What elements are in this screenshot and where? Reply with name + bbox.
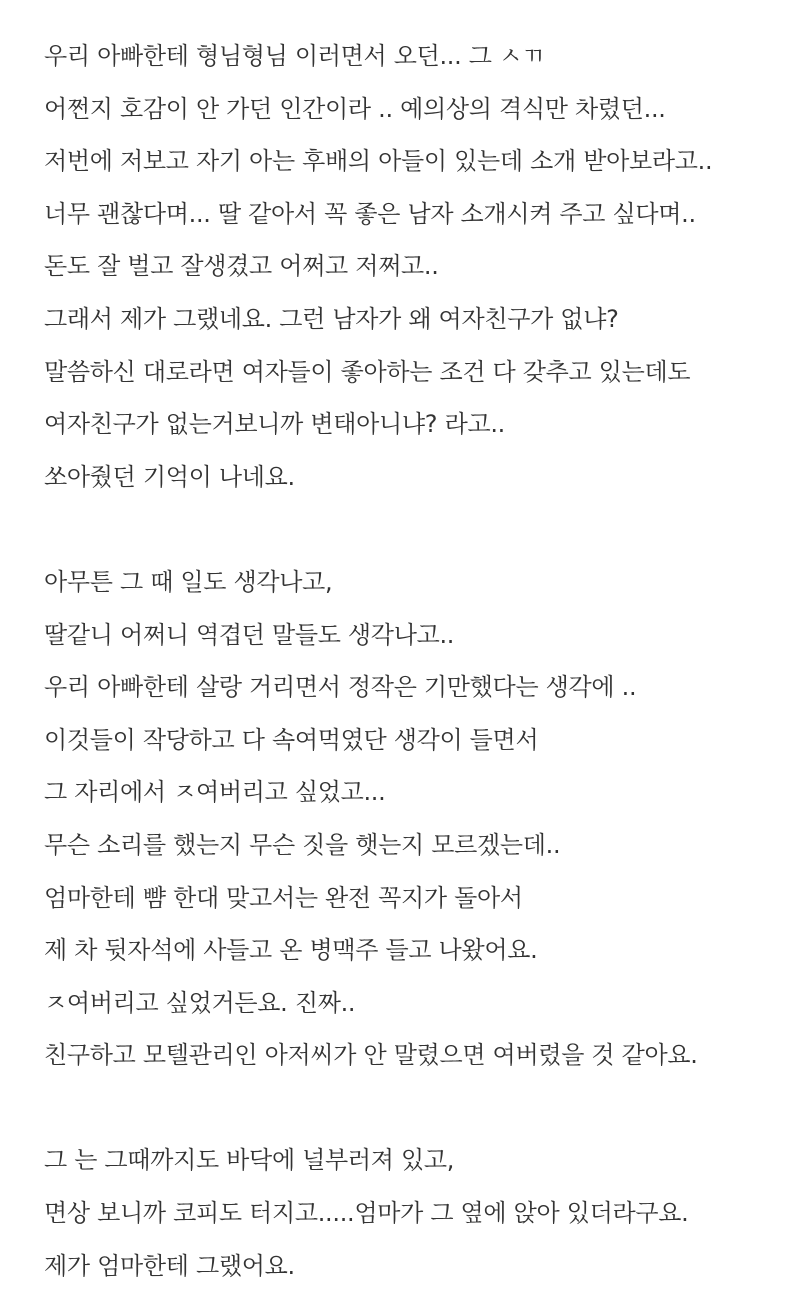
paragraph [44,556,784,1082]
text-line: 그래서 제가 그랬네요. 그런 남자가 왜 여자친구가 없냐? [44,304,619,333]
text-line: 면상 보니까 코피도 터지고.....엄마가 그 옆에 앉아 있더라구요. [44,1199,689,1228]
text-line: 엄마한테 뺨 한대 맞고서는 완전 꼭지가 돌아서 [44,883,523,912]
text-line: 돈도 잘 벌고 잘생겼고 어쩌고 저쩌고.. [44,252,439,281]
text-line: 너무 괜찮다며... 딸 같아서 꼭 좋은 남자 소개시켜 주고 싶다며.. [44,199,696,228]
text-line: 제가 엄마한테 그랬어요. [44,1251,295,1280]
text-line: 저번에 저보고 자기 아는 후배의 아들이 있는데 소개 받아보라고.. [44,147,713,176]
paragraph [44,1134,784,1292]
text-line: 이것들이 작당하고 다 속여먹였단 생각이 들면서 [44,725,539,754]
post-body [44,30,784,1292]
text-line: 쏘아줬던 기억이 나네요. [44,462,295,491]
text-line: 아무튼 그 때 일도 생각나고, [44,567,333,596]
text-line: 친구하고 모텔관리인 아저씨가 안 말렸으면 여버렸을 것 같아요. [44,1041,698,1070]
text-line: 무슨 소리를 했는지 무슨 짓을 햇는지 모르겠는데.. [44,830,561,859]
paragraph [44,30,784,503]
text-line: 제 차 뒷자석에 사들고 온 병맥주 들고 나왔어요. [44,936,538,965]
paragraph-spacer [44,1082,784,1135]
text-line: 우리 아빠한테 형님형님 이러면서 오던... 그 ㅅㄲ [44,42,545,70]
paragraph-spacer [44,503,784,556]
text-line: 그 자리에서 ㅈ여버리고 싶었고... [44,778,386,807]
text-line: ㅈ여버리고 싶었거든요. 진짜.. [44,988,356,1017]
text-line: 말씀하신 대로라면 여자들이 좋아하는 조건 다 갖추고 있는데도 [44,357,691,386]
text-line: 어쩐지 호감이 안 가던 인간이라 .. 예의상의 격식만 차렸던... [44,94,666,123]
text-line: 여자친구가 없는거보니까 변태아니냐? 라고.. [44,410,505,439]
text-line: 우리 아빠한테 살랑 거리면서 정작은 기만했다는 생각에 .. [44,673,637,702]
text-line: 딸같니 어쩌니 역겹던 말들도 생각나고.. [44,620,455,649]
text-line: 그 는 그때까지도 바닥에 널부러져 있고, [44,1146,455,1175]
